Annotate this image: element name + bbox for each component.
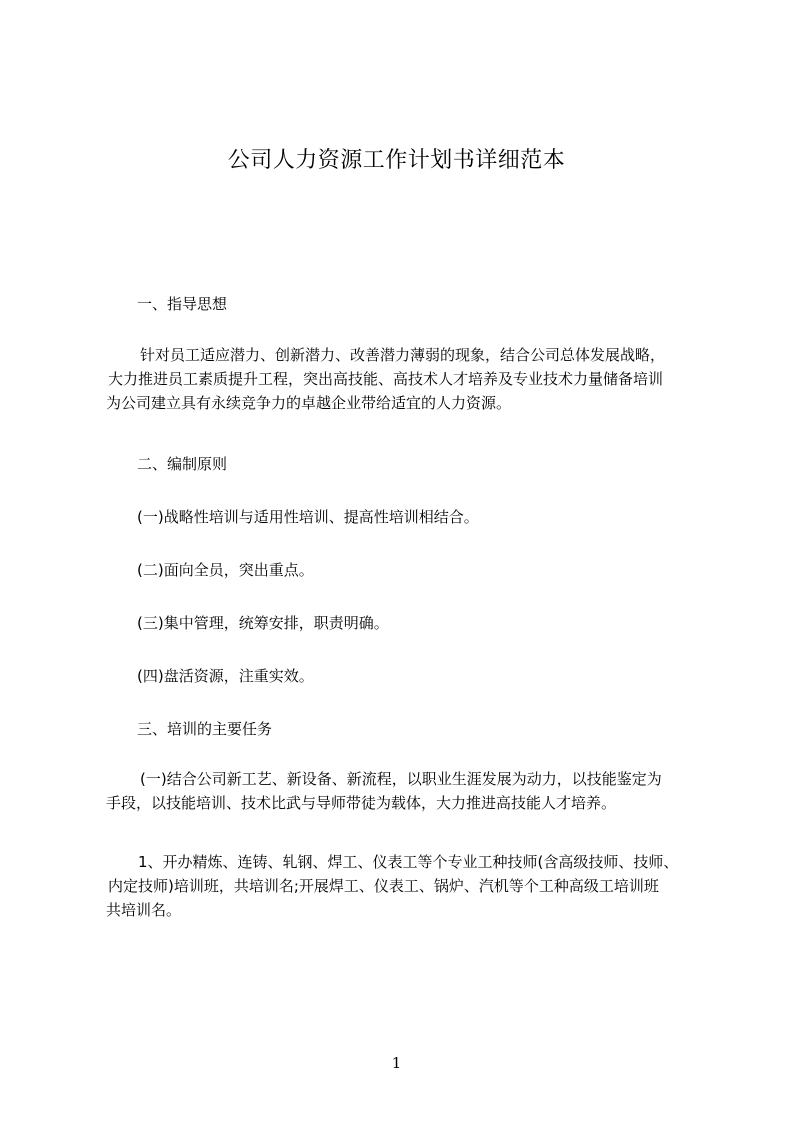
principle-item-1: (一)战略性培训与适用性培训、提高性培训相结合。 <box>137 508 479 526</box>
section-3-paragraph-2 <box>106 850 706 922</box>
paragraph-line: 内定技师)培训班，共培训名;开展焊工、仪表工、锅炉、汽机等个工种高级工培训班 <box>108 877 659 895</box>
paragraph-line: 为公司建立具有永续竞争力的卓越企业带给适宜的人力资源。 <box>106 394 512 412</box>
document-title: 公司人力资源工作计划书详细范本 <box>227 148 566 173</box>
principle-item-2: (二)面向全员，突出重点。 <box>137 561 314 579</box>
page-number: 1 <box>391 1054 402 1072</box>
paragraph-line: 针对员工适应潜力、创新潜力、改善潜力薄弱的现象，结合公司总体发展战略， <box>140 346 666 364</box>
paragraph-line: 大力推进员工素质提升工程，突出高技能、高技术人才培养及专业技术力量储备培训 <box>108 370 664 388</box>
paragraph-line: 共培训名。 <box>106 901 182 919</box>
paragraph-line: (一)结合公司新工艺、新设备、新流程，以职业生涯发展为动力，以技能鉴定为 <box>140 770 662 788</box>
principle-item-3: (三)集中管理，统筹安排，职责明确。 <box>137 614 389 632</box>
paragraph-line: 手段，以技能培训、技术比武与导师带徒为载体，大力推进高技能人才培养。 <box>106 794 617 812</box>
section-heading-3: 三、培训的主要任务 <box>137 720 273 738</box>
section-heading-2: 二、编制原则 <box>137 455 228 473</box>
section-heading-1: 一、指导思想 <box>137 295 228 313</box>
paragraph-line: 1、开办精炼、连铸、轧钢、焊工、仪表工等个专业工种技师(含高级技师、技师、 <box>138 853 679 871</box>
principle-item-4: (四)盘活资源，注重实效。 <box>137 667 314 685</box>
section-1-paragraph <box>106 343 706 415</box>
section-3-paragraph-1 <box>106 767 706 815</box>
